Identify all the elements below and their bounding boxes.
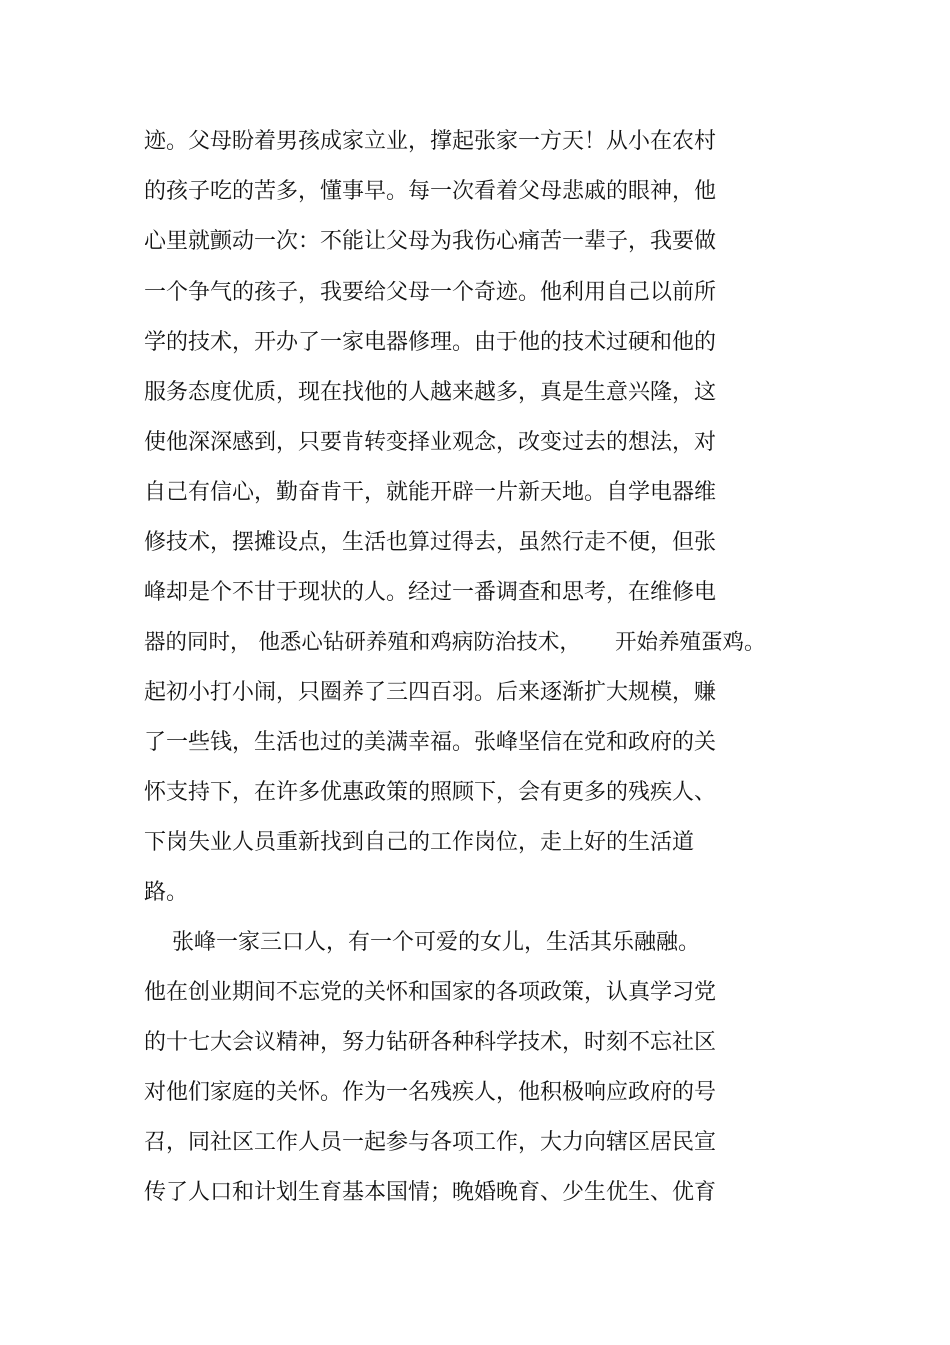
text-line: 下岗失业人员重新找到自己的工作岗位，走上好的生活道	[144, 830, 695, 855]
text-line: 起初小打小闹，只圈养了三四百羽。后来逐渐扩大规模，赚	[144, 680, 717, 705]
text-line: 的十七大会议精神，努力钻研各种科学技术，时刻不忘社区	[144, 1030, 717, 1055]
text-line: 他在创业期间不忘党的关怀和国家的各项政策，认真学习党	[144, 980, 717, 1005]
paragraph-first-line: 张峰一家三口人，有一个可爱的女儿，生活其乐融融。	[144, 930, 700, 955]
text-line: 一个争气的孩子，我要给父母一个奇迹。他利用自己以前所	[144, 280, 717, 305]
text-line: 对他们家庭的关怀。作为一名残疾人，他积极响应政府的号	[144, 1080, 717, 1105]
text-line: 器的同时， 他悉心钻研养殖和鸡病防治技术， 开始养殖蛋鸡。	[144, 630, 766, 655]
text-line: 学的技术，开办了一家电器修理。由于他的技术过硬和他的	[144, 330, 717, 355]
text-line: 使他深深感到，只要肯转变择业观念，改变过去的想法，对	[144, 430, 717, 455]
text-line: 修技术，摆摊设点，生活也算过得去，虽然行走不便，但张	[144, 530, 717, 555]
text-line: 的孩子吃的苦多，懂事早。每一次看着父母悲戚的眼神，他	[144, 179, 717, 204]
text-line: 心里就颤动一次：不能让父母为我伤心痛苦一辈子，我要做	[144, 229, 717, 254]
text-line: 了一些钱，生活也过的美满幸福。张峰坚信在党和政府的关	[144, 730, 717, 755]
text-line: 服务态度优质，现在找他的人越来越多，真是生意兴隆，这	[144, 380, 717, 405]
text-line: 怀支持下，在许多优惠政策的照顾下，会有更多的残疾人、	[144, 780, 717, 805]
text-line: 迹。父母盼着男孩成家立业，撑起张家一方天！从小在农村	[144, 129, 717, 154]
text-line: 峰却是个不甘于现状的人。经过一番调查和思考，在维修电	[144, 580, 717, 605]
text-line: 传了人口和计划生育基本国情；晚婚晚育、少生优生、优育	[144, 1180, 717, 1205]
text-line: 召，同社区工作人员一起参与各项工作，大力向辖区居民宣	[144, 1130, 717, 1155]
text-line: 自己有信心，勤奋肯干，就能开辟一片新天地。自学电器维	[144, 480, 717, 505]
text-line: 路。	[144, 880, 189, 905]
